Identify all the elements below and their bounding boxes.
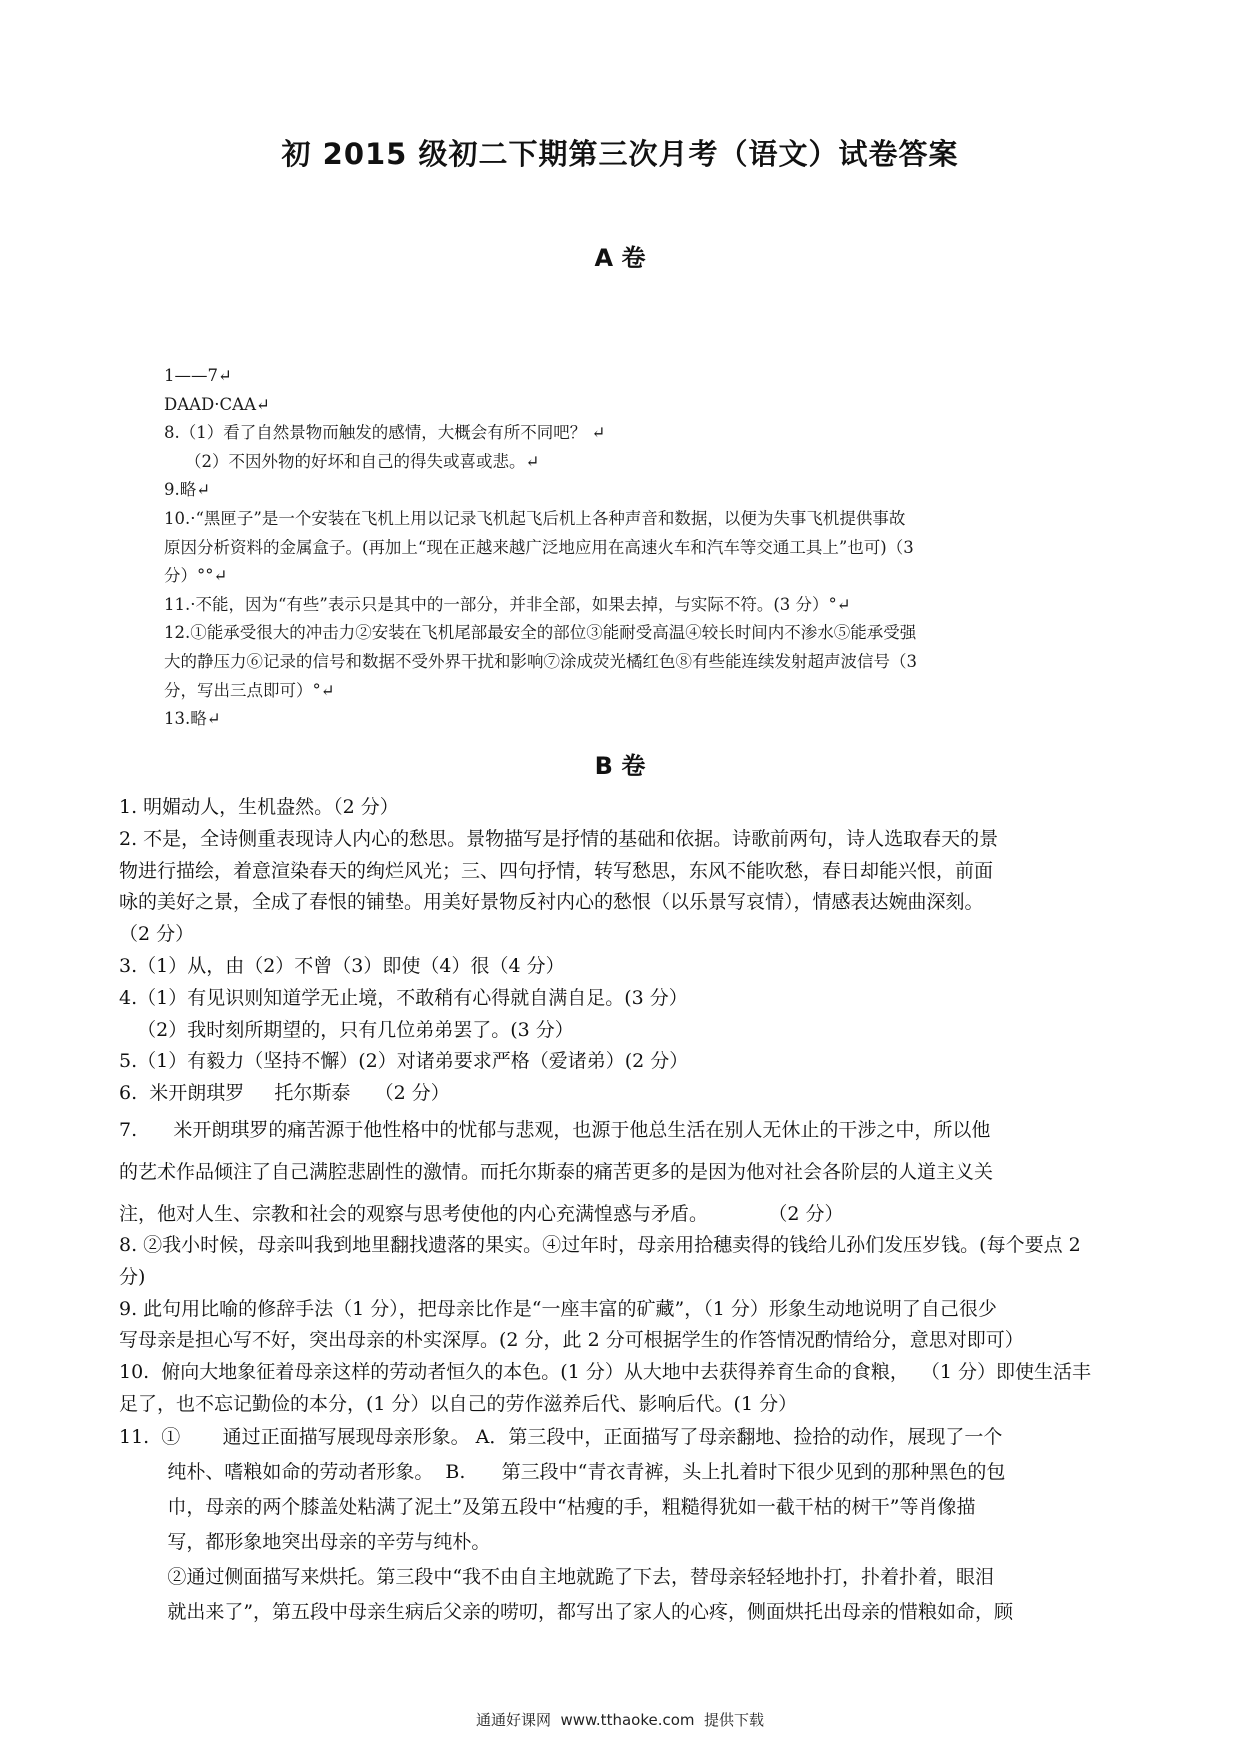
section-b-answers-4 bbox=[119, 1420, 1129, 1630]
answer-line: 大的静压力⑥记录的信号和数据不受外界干扰和影响⑦涂成荧光橘红色⑧有些能连续发射超声波信号（3 bbox=[164, 651, 917, 671]
section-a-heading: A 卷 bbox=[594, 244, 646, 272]
answer-line: 8.（1）看了自然景物而触发的感情，大概会有所不同吧？ ↵ bbox=[164, 423, 606, 443]
section-a-answers bbox=[164, 362, 1104, 734]
answer-line: 11.·不能，因为“有些”表示只是其中的一部分，并非全部，如果去掉，与实际不符。(3 分）°↵ bbox=[164, 594, 851, 614]
answer-line: 足了，也不忘记勤俭的本分，(1 分）以自己的劳作滋养后代、影响后代。(1 分） bbox=[119, 1392, 798, 1415]
answer-line: 1——7↵ bbox=[164, 366, 232, 385]
page-title: 初 2015 级初二下期第三次月考（语文）试卷答案 bbox=[281, 137, 959, 171]
answer-line: 的艺术作品倾注了自己满腔悲剧性的激情。而托尔斯泰的痛苦更多的是因为他对社会各阶层的人道主义关 bbox=[119, 1161, 994, 1183]
answer-line: 8. ②我小时候，母亲叫我到地里翻找遗落的果实。④过年时，母亲用拾穗卖得的钱给儿孙们发压岁钱。(每个要点 2 bbox=[119, 1234, 1081, 1256]
answer-line: 9.略↵ bbox=[164, 480, 211, 500]
answer-line: 2. 不是，全诗侧重表现诗人内心的愁思。景物描写是抒情的基础和依据。诗歌前两句，诗人选取春天的景 bbox=[119, 827, 999, 850]
answer-line: （2）不因外物的好坏和自己的得失或喜或悲。↵ bbox=[164, 451, 540, 471]
answer-line: 咏的美好之景，全成了春恨的铺垫。用美好景物反衬内心的愁恨（以乐景写哀情），情感表达婉曲深刻。 bbox=[119, 891, 984, 914]
answer-line: 12.①能承受很大的冲击力②安装在飞机尾部最安全的部位③能耐受高温④较长时间内不渗水⑤能承受强 bbox=[164, 623, 917, 643]
answer-line: 6. 米开朗琪罗 托尔斯泰 （2 分） bbox=[119, 1082, 450, 1105]
answer-line: 11. ① 通过正面描写展现母亲形象。 A．第三段中，正面描写了母亲翻地、捡拾的动作，展现了一个 bbox=[119, 1426, 1003, 1448]
section-b-heading: B 卷 bbox=[594, 752, 646, 780]
answer-line: 分）°°↵ bbox=[164, 566, 228, 586]
answer-line: （2 分） bbox=[119, 923, 195, 946]
section-b-answers-3 bbox=[119, 1230, 1129, 1421]
answer-line: 10.·“黑匣子”是一个安装在飞机上用以记录飞机起飞后机上各种声音和数据，以便为失事飞机提供事故 bbox=[164, 508, 906, 528]
answer-line: 纯朴、嗜粮如命的劳动者形象。 B. 第三段中“青衣青裤，头上扎着时下很少见到的那种黑色的包 bbox=[119, 1461, 1006, 1483]
section-b-answers-1 bbox=[119, 792, 1129, 1110]
answer-line: 13.略↵ bbox=[164, 709, 221, 729]
answer-line: 原因分析资料的金属盒子。(再加上“现在正越来越广泛地应用在高速火车和汽车等交通工具上”也可)（3 bbox=[164, 537, 914, 557]
answer-line: （2）我时刻所期望的，只有几位弟弟罢了。(3 分） bbox=[119, 1018, 574, 1041]
answer-line: DAAD·CAA↵ bbox=[164, 394, 270, 414]
answer-line: 分，写出三点即可）°↵ bbox=[164, 680, 335, 700]
answer-line: 注，他对人生、宗教和社会的观察与思考使他的内心充满惶惑与矛盾。 （2 分） bbox=[119, 1203, 844, 1225]
answer-line: 物进行描绘，着意渲染春天的绚烂风光；三、四句抒情，转写愁思，东风不能吹愁，春日却能兴恨，前面 bbox=[119, 859, 994, 882]
answer-line: 分) bbox=[119, 1265, 146, 1288]
page-footer: 通通好课网 www.tthaoke.com 提供下载 bbox=[475, 1711, 765, 1729]
answer-line: 3.（1）从，由（2）不曾（3）即使（4）很（4 分） bbox=[119, 954, 565, 977]
answer-line: 就出来了”，第五段中母亲生病后父亲的唠叨，都写出了家人的心疼，侧面烘托出母亲的惜粮如命，顾 bbox=[119, 1601, 1014, 1623]
answer-line: 10. 俯向大地象征着母亲这样的劳动者恒久的本色。(1 分）从大地中去获得养育生命的食粮， （1 分）即使生活丰 bbox=[119, 1361, 1092, 1384]
answer-line: 1. 明媚动人，生机盎然。（2 分） bbox=[119, 796, 399, 818]
section-b-answers-2 bbox=[119, 1109, 1129, 1235]
answer-line: 5.（1）有毅力（坚持不懈）(2）对诸弟要求严格（爱诸弟）(2 分） bbox=[119, 1050, 689, 1073]
answer-line: 7. 米开朗琪罗的痛苦源于他性格中的忧郁与悲观，也源于他总生活在别人无休止的干涉之中，所以他 bbox=[119, 1119, 991, 1141]
answer-line: 写母亲是担心写不好，突出母亲的朴实深厚。(2 分，此 2 分可根据学生的作答情况酌情给分，意思对即可） bbox=[119, 1329, 1024, 1352]
answer-line: 巾，母亲的两个膝盖处粘满了泥土”及第五段中“枯瘦的手，粗糙得犹如一截干枯的树干”等肖像描 bbox=[119, 1496, 976, 1518]
answer-line: ②通过侧面描写来烘托。第三段中“我不由自主地就跪了下去，替母亲轻轻地扑打，扑着扑着，眼泪 bbox=[119, 1566, 995, 1588]
answer-line: 9. 此句用比喻的修辞手法（1 分），把母亲比作是“一座丰富的矿藏”，（1 分）形象生动地说明了自己很少 bbox=[119, 1297, 997, 1320]
answer-line: 4.（1）有见识则知道学无止境，不敢稍有心得就自满自足。(3 分） bbox=[119, 986, 688, 1009]
answer-line: 写，都形象地突出母亲的辛劳与纯朴。 bbox=[119, 1531, 491, 1553]
